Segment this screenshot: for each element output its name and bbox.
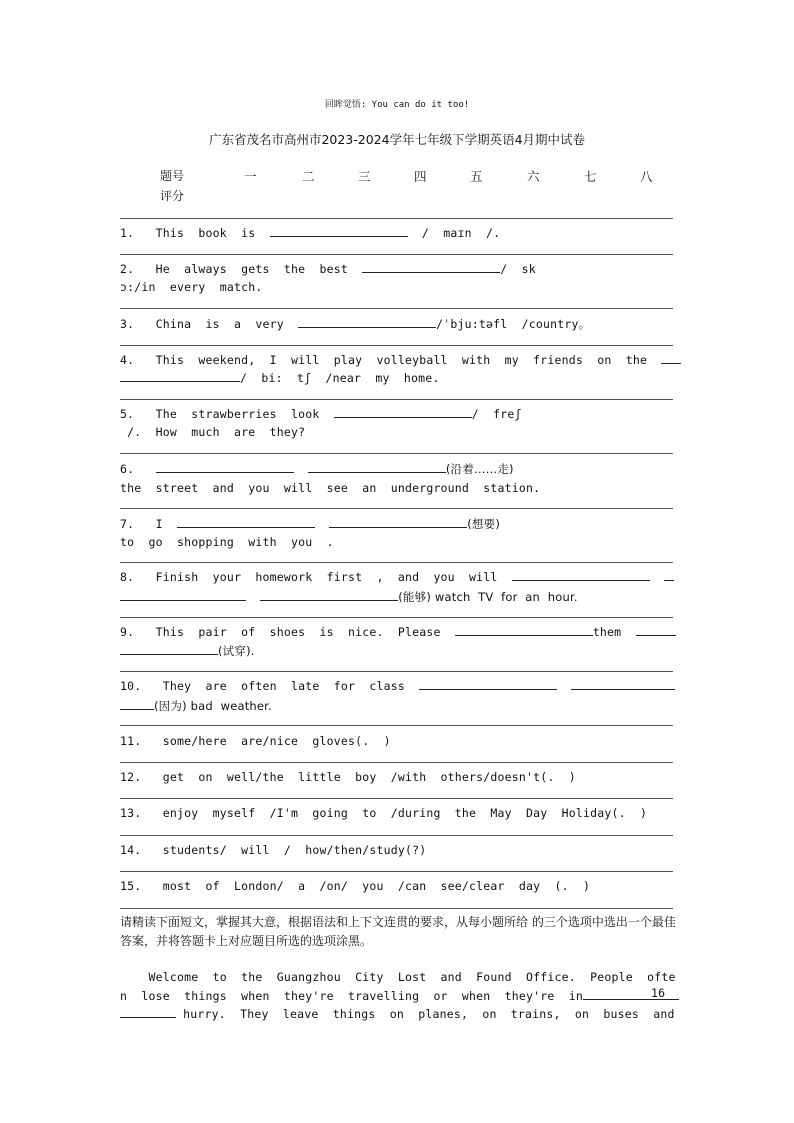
question-8-cont: (能够) watch TV for an hour. <box>120 589 680 605</box>
answer-blank[interactable] <box>270 226 408 237</box>
divider <box>120 345 673 346</box>
question-9: 9. This pair of shoes is nice. Please them <box>120 625 680 639</box>
divider <box>120 617 673 618</box>
divider <box>120 508 673 509</box>
score-column: 四 <box>414 169 427 184</box>
passage-line: n lose things when they're travelling or when they're in 16 <box>120 989 680 1003</box>
blank-number: 16 <box>651 986 666 1000</box>
score-column: 一 <box>244 169 257 184</box>
divider <box>120 399 673 400</box>
divider <box>120 671 673 672</box>
question-4-cont: / bi: tʃ /near my home. <box>120 371 680 385</box>
answer-blank[interactable] <box>260 590 398 601</box>
answer-blank[interactable] <box>571 679 675 690</box>
question-10-cont: (因为) bad weather. <box>120 698 680 714</box>
question-4: 4. This weekend, I will play volleyball with my friends on the <box>120 353 680 367</box>
question-12: 12. get on well/the little boy /with others/doesn't(. ) <box>120 770 576 784</box>
question-2-cont: ɔ:/in every match. <box>120 280 263 294</box>
question-7: 7. I (想要) <box>120 517 501 531</box>
question-5-cont: /. How much are they? <box>120 425 306 439</box>
question-14: 14. students/ will / how/then/study(?) <box>120 843 427 857</box>
divider <box>120 798 673 799</box>
question-2: 2. He always gets the best / sk <box>120 262 536 276</box>
score-column: 二 <box>302 169 315 184</box>
answer-blank[interactable] <box>120 644 218 655</box>
answer-blank[interactable] <box>661 353 681 364</box>
answer-blank[interactable] <box>308 462 446 473</box>
answer-blank[interactable] <box>298 317 436 328</box>
divider <box>120 453 673 454</box>
divider <box>120 218 673 219</box>
motto: 回眸觉悟: You can do it too! <box>324 100 470 110</box>
answer-blank[interactable] <box>419 679 557 690</box>
question-15: 15. most of London/ a /on/ you /can see/clear day (. ) <box>120 879 591 893</box>
question-13: 13. enjoy myself /I'm going to /during the May Day Holiday(. ) <box>120 806 648 820</box>
answer-blank[interactable] <box>664 570 674 581</box>
question-6: 6. (沿着……走) <box>120 462 514 476</box>
score-column: 六 <box>527 169 540 184</box>
question-11: 11. some/here are/nice gloves(. ) <box>120 734 391 748</box>
divider <box>120 254 673 255</box>
score-table-row-label: 评分 <box>160 189 185 203</box>
answer-blank[interactable] <box>583 986 679 1000</box>
question-9-cont: (试穿). <box>120 643 680 659</box>
answer-blank[interactable] <box>329 517 467 528</box>
answer-blank[interactable] <box>156 462 294 473</box>
question-7-cont: to go shopping with you . <box>120 535 334 549</box>
answer-blank[interactable] <box>512 570 650 581</box>
passage-line: hurry. They leave things on planes, on trains, on buses and <box>120 1007 680 1021</box>
score-column: 五 <box>470 169 483 184</box>
divider <box>120 871 673 872</box>
question-1: 1. This book is / maɪn /. <box>120 226 501 240</box>
divider <box>120 562 673 563</box>
answer-blank[interactable] <box>177 517 315 528</box>
score-column: 八 <box>640 169 653 184</box>
divider <box>120 725 673 726</box>
divider <box>120 308 673 309</box>
question-5: 5. The strawberries look / freʃ <box>120 407 522 421</box>
passage-line: Welcome to the Guangzhou City Lost and Found Office. People ofte <box>120 970 676 984</box>
question-8: 8. Finish your homework first , and you will <box>120 570 680 584</box>
answer-blank[interactable] <box>334 407 472 418</box>
score-table-row-label: 题号 <box>160 169 185 183</box>
answer-blank[interactable] <box>362 262 500 273</box>
question-10: 10. They are often late for class <box>120 679 680 693</box>
question-3: 3. China is a very /ˈbju:təfl /country。 <box>120 317 591 331</box>
divider <box>120 908 673 909</box>
answer-blank[interactable] <box>455 625 593 636</box>
answer-blank[interactable] <box>636 625 676 636</box>
divider <box>120 835 673 836</box>
page-title: 广东省茂名市高州市2023-2024学年七年级下学期英语4月期中试卷 <box>208 132 586 147</box>
score-column: 七 <box>584 169 597 184</box>
answer-blank[interactable] <box>120 590 246 601</box>
divider <box>120 762 673 763</box>
reading-instruction: 请精读下面短文，掌握其大意，根据语法和上下文连贯的要求，从每小题所给 的三个选项中选出一个最佳答案，并将答题卡上对应题目所选的选项涂黑。 <box>120 915 676 948</box>
question-6-cont: the street and you will see an underground station. <box>120 481 541 495</box>
answer-blank[interactable] <box>120 371 240 382</box>
score-column: 三 <box>358 169 371 184</box>
answer-blank[interactable] <box>120 699 154 710</box>
answer-blank[interactable] <box>120 1007 176 1018</box>
